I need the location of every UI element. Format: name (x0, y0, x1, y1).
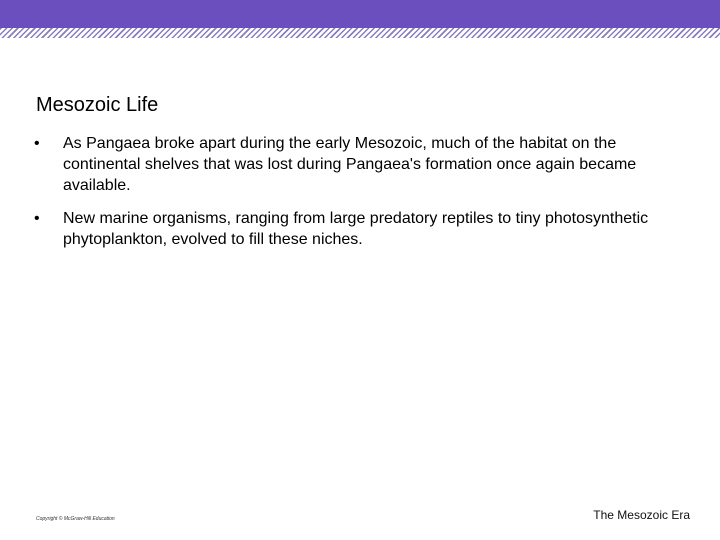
bullet-text: New marine organisms, ranging from large predatory reptiles to tiny photosynthetic phytoplankton, evolved to fill these niches. (63, 210, 649, 248)
bullet-item (36, 208, 676, 250)
copyright-notice: Copyright © McGraw-Hill Education (36, 516, 115, 522)
bullet-item (36, 133, 676, 196)
bullet-list (36, 133, 676, 262)
bullet-marker: • (34, 135, 40, 152)
bullet-text: As Pangaea broke apart during the early Mesozoic, much of the habitat on the continental shelves that was lost during Pangaea's formation once again became available. (63, 135, 637, 194)
bullet-marker: • (34, 210, 40, 227)
header-bar (0, 0, 720, 28)
header-hatch-pattern (0, 28, 720, 38)
slide-title: Mesozoic Life (36, 94, 159, 116)
footer-section-title: The Mesozoic Era (593, 508, 690, 522)
